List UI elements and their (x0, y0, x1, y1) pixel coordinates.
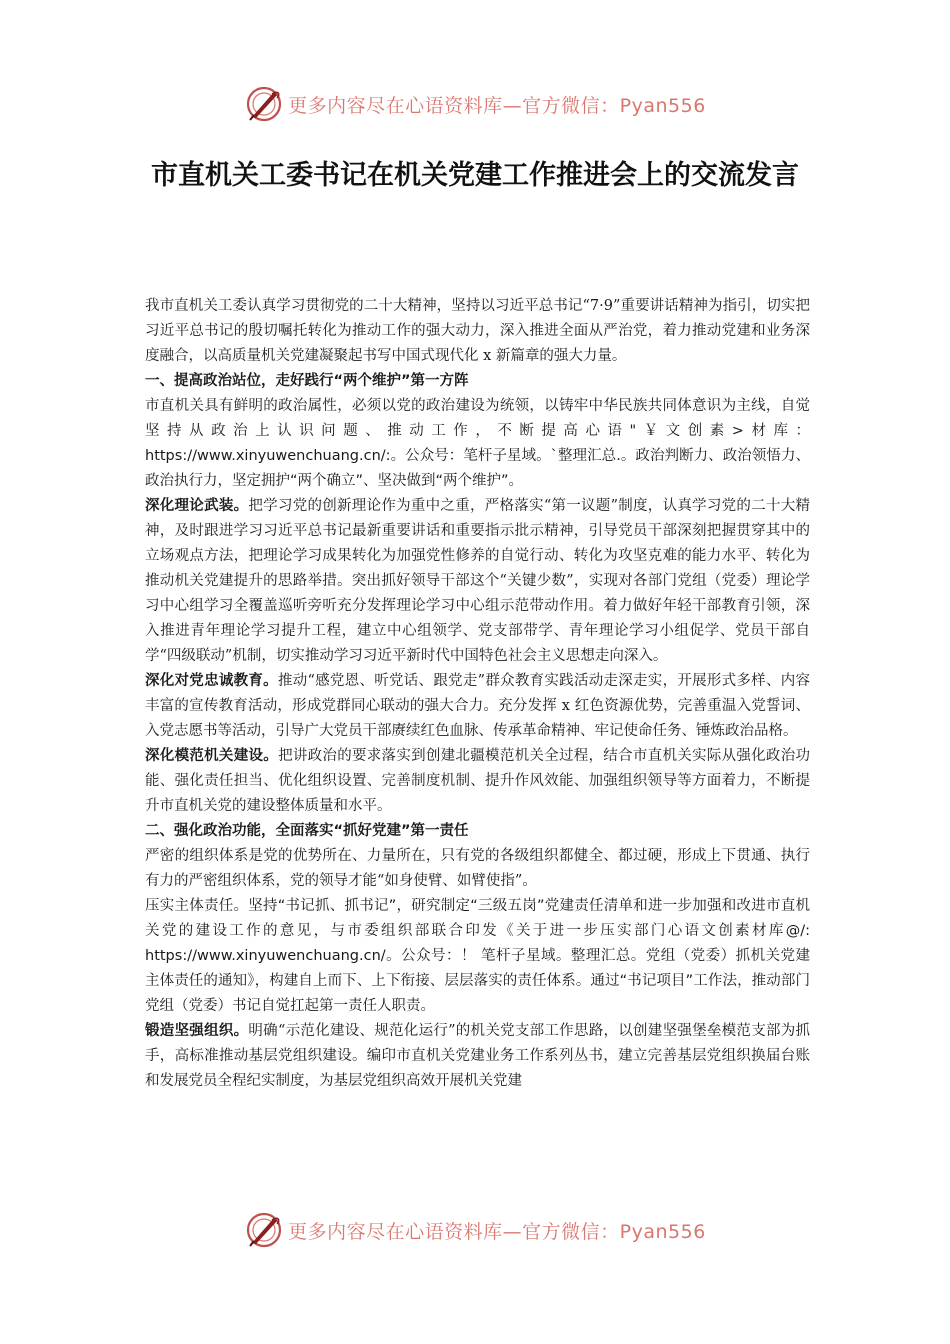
paragraph-1: 市直机关具有鲜明的政治属性，必须以党的政治建设为统领，以铸牢中华民族共同体意识为主线，自觉坚持从政治上认识问题、推动工作，不断提高心语"￥文创素>材库：https://www.xinyuwenchuang.cn/:。公众号：笔杆子星域。`整理汇总.。政治判断力、政治领悟力、政治执行力，坚定拥护“两个确立”、坚决做到“两个维护”。 (145, 398, 810, 489)
section-heading-2: 二、强化政治功能，全面落实“抓好党建”第一责任 (145, 823, 469, 839)
banner-text: 更多内容尽在心语资料库—官方微信：Pyan556 (288, 94, 706, 117)
intro-paragraph: 我市直机关工委认真学习贯彻党的二十大精神，坚持以习近平总书记“7·9”重要讲话精神为指引，切实把习近平总书记的殷切嘱托转化为推动工作的强大动力，深入推进全面从严治党，着力推动党建和业务深度融合，以高质量机关党建凝聚起书写中国式现代化 x 新篇章的强大力量。 (145, 298, 810, 364)
footer-watermark-banner (0, 1208, 950, 1252)
paragraph-2-text: 把学习党的创新理论作为重中之重，严格落实“第一议题”制度，认真学习党的二十大精神，及时跟进学习习近平总书记最新重要讲话和重要指示批示精神，引导党员干部深刻把握贯穿其中的立场观点方法，把理论学习成果转化为加强党性修养的自觉行动、转化为攻坚克难的能力水平、转化为推动机关党建提升的思路举措。突出抓好领导干部这个“关键少数”，实现对各部门党组（党委）理论学习中心组学习全覆盖巡听旁听充分发挥理论学习中心组示范带动作用。着力做好年轻干部教育引领，深入推进青年理论学习提升工程，建立中心组领学、党支部带学、青年理论学习小组促学、党员干部自学“四级联动”机制，切实推动学习习近平新时代中国特色社会主义思想走向深入。 (145, 498, 811, 664)
paragraph-3-lead: 深化对党忠诚教育。 (145, 673, 278, 689)
paragraph-7-text: 明确“示范化建设、规范化运行”的机关党支部工作思路，以创建坚强堡垒模范支部为抓手，高标准推动基层党组织建设。编印市直机关党建业务工作系列丛书，建立完善基层党组织换届台账和发展党员全程纪实制度，为基层党组织高效开展机关党建 (145, 1023, 811, 1089)
paragraph-6: 压实主体责任。坚持“书记抓、抓书记”，研究制定“三级五岗”党建责任清单和进一步加强和改进市直机关党的建设工作的意见，与市委组织部联合印发《关于进一步压实部门心语文创素材库@/: https://www.xinyuwenchuang.cn/。公众号：！ 笔杆子星域。整理汇总。党组（党委）抓机关党建主体责任的通知》，构建自上而下、上下衔接、层层落实的责任体系。通过“书记项目”工作法，推动部门党组（党委）书记自觉扛起第一责任人职责。 (145, 898, 810, 1014)
paragraph-4 (145, 744, 810, 819)
quill-logo-icon (244, 1210, 284, 1250)
document-body (145, 294, 810, 1094)
paragraph-2-lead: 深化理论武装。 (145, 498, 249, 514)
header-watermark-banner (0, 82, 950, 126)
paragraph-2 (145, 494, 810, 669)
paragraph-7 (145, 1019, 810, 1094)
paragraph-5: 严密的组织体系是党的优势所在、力量所在，只有党的各级组织都健全、都过硬，形成上下贯通、执行有力的严密组织体系，党的领导才能“如身使臂、如臂使指”。 (145, 848, 810, 889)
banner-text: 更多内容尽在心语资料库—官方微信：Pyan556 (288, 1220, 706, 1243)
paragraph-4-text: 把讲政治的要求落实到创建北疆模范机关全过程，结合市直机关实际从强化政治功能、强化责任担当、优化组织设置、完善制度机制、提升作风效能、加强组织领导等方面着力，不断提升市直机关党的建设整体质量和水平。 (145, 748, 811, 814)
paragraph-4-lead: 深化模范机关建设。 (145, 748, 279, 764)
paragraph-3-text: 推动“感党恩、听党话、跟党走”群众教育实践活动走深走实，开展形式多样、内容丰富的宣传教育活动，形成党群同心联动的强大合力。充分发挥 x 红色资源优势，完善重温入党誓词、入党志愿书等活动，引导广大党员干部赓续红色血脉、传承革命精神、牢记使命任务、锤炼政治品格。 (145, 673, 810, 739)
document-title: 市直机关工委书记在机关党建工作推进会上的交流发言 (151, 160, 799, 191)
paragraph-7-lead: 锻造坚强组织。 (145, 1023, 249, 1039)
section-heading-1: 一、提高政治站位，走好践行“两个维护”第一方阵 (145, 373, 469, 389)
quill-logo-icon (244, 84, 284, 124)
paragraph-3 (145, 669, 810, 744)
